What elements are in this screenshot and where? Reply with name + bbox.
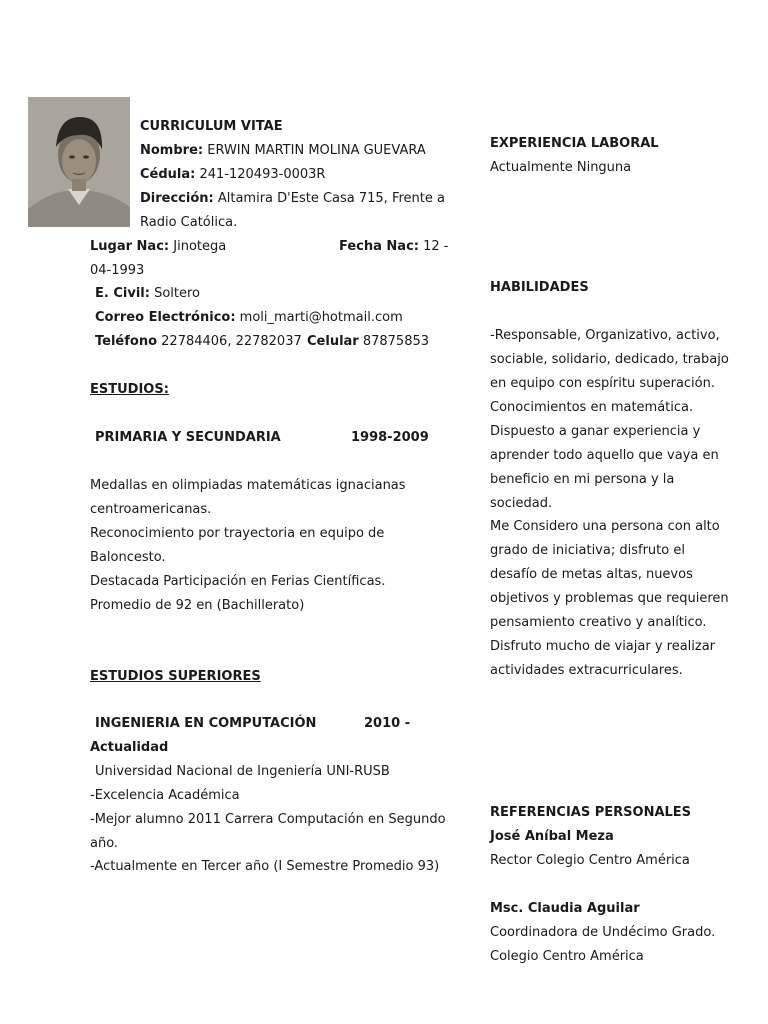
phone-value: 22784406, 22782037 (157, 334, 302, 349)
birthdate-line (339, 239, 449, 255)
skills-line: objetivos y problemas que requieren (490, 591, 729, 606)
name-label: Nombre: (140, 143, 204, 158)
skills-line: desafío de metas altas, nuevos (490, 567, 693, 582)
address-line-2: Radio Católica. (140, 215, 238, 230)
civil-status-line (95, 286, 200, 302)
skills-line: pensamiento creativo y analítico. (490, 615, 707, 630)
skills-line: Me Considero una persona con alto (490, 519, 720, 534)
reference-2-name: Msc. Claudia Aguilar (490, 901, 640, 916)
studies-years: 1998-2009 (351, 430, 429, 445)
higher-studies-heading: ESTUDIOS SUPERIORES (90, 669, 261, 684)
birthdate-label: Fecha Nac: (339, 239, 419, 254)
skills-line: sociedad. (490, 496, 553, 511)
higher-studies-degree: INGENIERIA EN COMPUTACIÓN (95, 716, 317, 731)
skills-line: beneficio en mi persona y la (490, 472, 675, 487)
references-heading: REFERENCIAS PERSONALES (490, 805, 692, 820)
higher-studies-years-2: Actualidad (90, 740, 169, 755)
address-value: Altamira D'Este Casa 715, Frente a (213, 191, 445, 206)
studies-item: Promedio de 92 en (Bachillerato) (90, 598, 305, 613)
email-value: moli_marti@hotmail.com (235, 310, 403, 325)
skills-line: actividades extracurriculares. (490, 663, 683, 678)
birthplace-line (90, 239, 226, 255)
higher-studies-years: 2010 - (364, 716, 411, 731)
cedula-value: 241-120493-0003R (195, 167, 326, 182)
cedula-label: Cédula: (140, 167, 196, 182)
address-line (140, 191, 445, 207)
skills-line: Dispuesto a ganar experiencia y (490, 424, 701, 439)
skills-heading: HABILIDADES (490, 280, 589, 295)
experience-value: Actualmente Ninguna (490, 160, 632, 175)
email-label: Correo Electrónico: (95, 310, 236, 325)
person-portrait-icon (28, 97, 130, 227)
reference-1-name: José Aníbal Meza (490, 829, 614, 844)
skills-line: Disfruto mucho de viajar y realizar (490, 639, 716, 654)
experience-heading: EXPERIENCIA LABORAL (490, 136, 659, 151)
reference-2-role: Coordinadora de Undécimo Grado. (490, 925, 716, 940)
skills-line: en equipo con espíritu superación. (490, 376, 715, 391)
studies-item: Medallas en olimpiadas matemáticas ignacianas (90, 478, 406, 493)
birthplace-value: Jinotega (169, 239, 227, 254)
name-line (140, 143, 426, 159)
higher-studies-item: Universidad Nacional de Ingeniería UNI-RUSB (95, 764, 390, 779)
studies-heading: ESTUDIOS: (90, 382, 169, 397)
name-value: ERWIN MARTIN MOLINA GUEVARA (203, 143, 426, 158)
cv-title: CURRICULUM VITAE (140, 119, 283, 134)
birthdate-value: 12 - (419, 239, 449, 254)
higher-studies-item: -Mejor alumno 2011 Carrera Computación en Segundo (90, 812, 446, 827)
higher-studies-item: año. (90, 836, 119, 851)
higher-studies-item: -Excelencia Académica (90, 788, 240, 803)
phone-line (95, 334, 302, 350)
phone-label: Teléfono (95, 334, 158, 349)
civil-status-label: E. Civil: (95, 286, 150, 301)
reference-2-place: Colegio Centro América (490, 949, 644, 964)
cell-line (307, 334, 429, 350)
skills-line: Conocimientos en matemática. (490, 400, 694, 415)
skills-line: sociable, solidario, dedicado, trabajo (490, 352, 729, 367)
email-line (95, 310, 403, 326)
cedula-line (140, 167, 325, 183)
studies-level: PRIMARIA Y SECUNDARIA (95, 430, 281, 445)
studies-item: Baloncesto. (90, 550, 166, 565)
birthdate-line-2: 04-1993 (90, 263, 145, 278)
studies-item: Destacada Participación en Ferias Científicas. (90, 574, 386, 589)
skills-line: aprender todo aquello que vaya en (490, 448, 719, 463)
birthplace-label: Lugar Nac: (90, 239, 170, 254)
studies-item: Reconocimiento por trayectoria en equipo de (90, 526, 385, 541)
skills-line: -Responsable, Organizativo, activo, (490, 328, 720, 343)
reference-1-role: Rector Colegio Centro América (490, 853, 690, 868)
higher-studies-item: -Actualmente en Tercer año (I Semestre Promedio 93) (90, 859, 440, 874)
studies-item: centroamericanas. (90, 502, 212, 517)
cell-label: Celular (307, 334, 359, 349)
address-label: Dirección: (140, 191, 214, 206)
cell-value: 87875853 (358, 334, 430, 349)
civil-status-value: Soltero (149, 286, 200, 301)
profile-photo (28, 97, 130, 227)
skills-line: grado de iniciativa; disfruto el (490, 543, 685, 558)
